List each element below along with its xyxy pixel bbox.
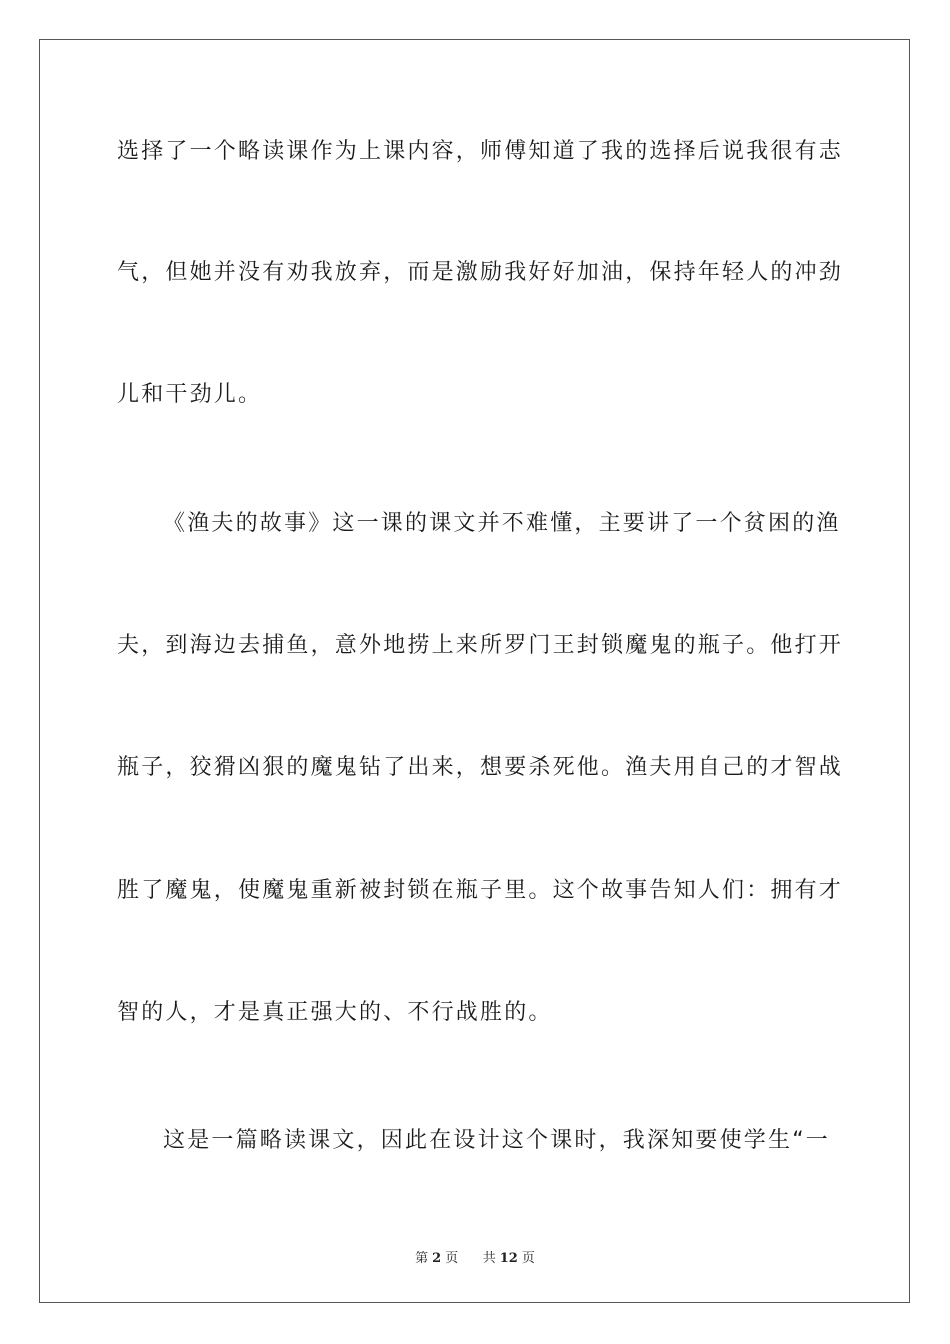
text-line-9: 这是一篇略读课文，因此在设计这个课时，我深知要使学生“一 (163, 1128, 830, 1153)
page-border (39, 39, 910, 1303)
page-suffix: 页 (445, 1251, 459, 1266)
text-line-5: 夫，到海边去捕鱼，意外地捞上来所罗门王封锁魔鬼的瓶子。他打开 (117, 633, 844, 658)
total-suffix: 页 (521, 1251, 535, 1266)
total-prefix: 共 (482, 1251, 496, 1266)
text-line-8: 智的人，才是真正强大的、不行战胜的。 (117, 1000, 553, 1025)
text-line-7: 胜了魔鬼，使魔鬼重新被封锁在瓶子里。这个故事告知人们：拥有才 (117, 878, 844, 903)
page-prefix: 第 (415, 1251, 429, 1266)
page-number: 2 (432, 1251, 442, 1266)
text-line-2: 气，但她并没有劝我放弃，而是激励我好好加油，保持年轻人的冲劲 (117, 260, 844, 285)
text-line-6: 瓶子，狡猾凶狠的魔鬼钻了出来，想要杀死他。渔夫用自己的才智战 (117, 755, 844, 780)
text-line-1: 选择了一个略读课作为上课内容，师傅知道了我的选择后说我很有志 (117, 139, 844, 164)
page-indicator (413, 1251, 460, 1266)
total-indicator (481, 1251, 537, 1266)
page-footer (0, 1247, 950, 1266)
text-line-4: 《渔夫的故事》这一课的课文并不难懂，主要讲了一个贫困的渔 (163, 511, 841, 536)
total-pages: 12 (499, 1251, 518, 1266)
text-line-3: 儿和干劲儿。 (117, 382, 263, 407)
